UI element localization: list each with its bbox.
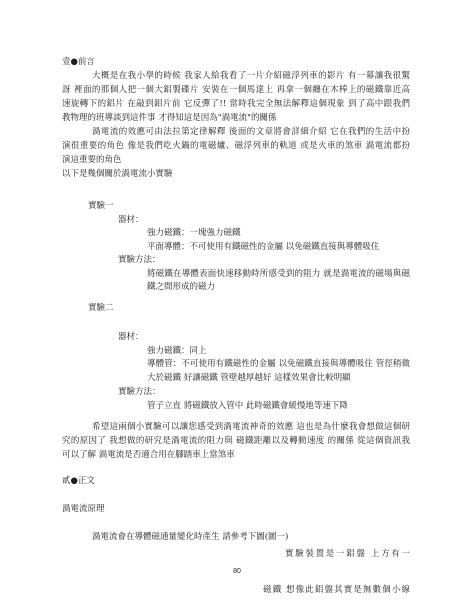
paragraph-line: 速旋轉下的鋁片 在敲到鋁片前 它反彈了!! 當時我完全無法解釋這個現象 到了高中跟我們 — [62, 99, 410, 109]
paragraph-line: 教物理的班導談到這件事 才得知這是因為"渦電流"的關係 — [62, 113, 277, 123]
paragraph-line: 演很重要的角色 像是我們吃火鍋的電磁爐、磁浮列車的軌道 或是火車的煞車 渦電流都扮 — [62, 141, 410, 151]
paragraph-line: 渦電流會在導體磁通量變化時產生 請參考下圖(圖一) — [92, 532, 289, 542]
paragraph-line: 究的原因了 我想做的研究是渦電流的阻力與 磁鐵距離以及轉動速度 的關係 從這個資訊我 — [62, 436, 410, 446]
material-item: 大於磁鐵 好讓磁鐵 管壁越厚越好 這樣效果會比較明顯 — [147, 373, 351, 383]
method-line: 管子立直 將磁鐵放入管中 此時磁鐵會緩慢地等速下降 — [147, 401, 348, 411]
materials-label: 器材： — [118, 215, 144, 225]
experiment-title: 實驗二 — [88, 303, 114, 313]
paragraph-line: 可以了解 渦電流是否適合用在腳踏車上當煞車 — [62, 450, 235, 460]
column-line: 實驗裝置是一鋁盤 上方有一 — [285, 549, 410, 559]
section-heading: 壹●前言 — [62, 57, 95, 67]
paragraph-line: 訝 裡面的那個人把一個大鋁製碟片 安裝在一個馬達上 再拿一個纏在木棒上的磁鐵靠近高 — [62, 85, 410, 95]
section-heading: 貳●正文 — [62, 476, 95, 486]
material-item: 強力磁鐵：同上 — [147, 346, 207, 356]
material-item: 強力磁鐵：一塊強力磁鐵 — [147, 228, 241, 238]
experiment-title: 實驗一 — [88, 201, 114, 211]
material-item: 導體管：不可使用有鐵磁性的金屬 以免磁鐵直接與導體吸住 管徑稍微 — [147, 359, 410, 369]
subsection-heading: 渦電流原理 — [62, 504, 105, 514]
paragraph-line: 演這重要的角色 — [62, 155, 122, 165]
method-label: 實驗方法： — [118, 255, 161, 265]
method-line: 鐵之間形成的磁力 — [147, 282, 216, 292]
paragraph-line: 希望這兩個小實驗可以讓您感受到渦電流神奇的效應 這也是為什麼我會想做這個研 — [92, 422, 410, 432]
page-number: 80 — [233, 568, 241, 575]
materials-label: 器材： — [118, 332, 144, 342]
experiments-intro: 以下是幾個關於渦電流小實驗 — [62, 169, 173, 179]
paragraph-line: 渦電流的效應可由法拉第定律解釋 後面的文章將會詳細介紹 它在我們的生活中扮 — [92, 127, 410, 137]
method-line: 將磁鐵在導體表面快速移動時所感受到的阻力 就是渦電流的磁場與磁 — [147, 269, 410, 279]
method-label: 實驗方法： — [118, 387, 161, 397]
paragraph-line: 大概是在我小學的時候 我家人給我看了一片介紹磁浮列車的影片 有一幕讓我很驚 — [92, 71, 410, 81]
column-line: 磁鐵 想像此鋁盤其實是無數個小線 — [263, 585, 410, 595]
material-item: 平面導體：不可使用有鐵磁性的金屬 以免磁鐵直接與導體吸住 — [147, 242, 380, 252]
